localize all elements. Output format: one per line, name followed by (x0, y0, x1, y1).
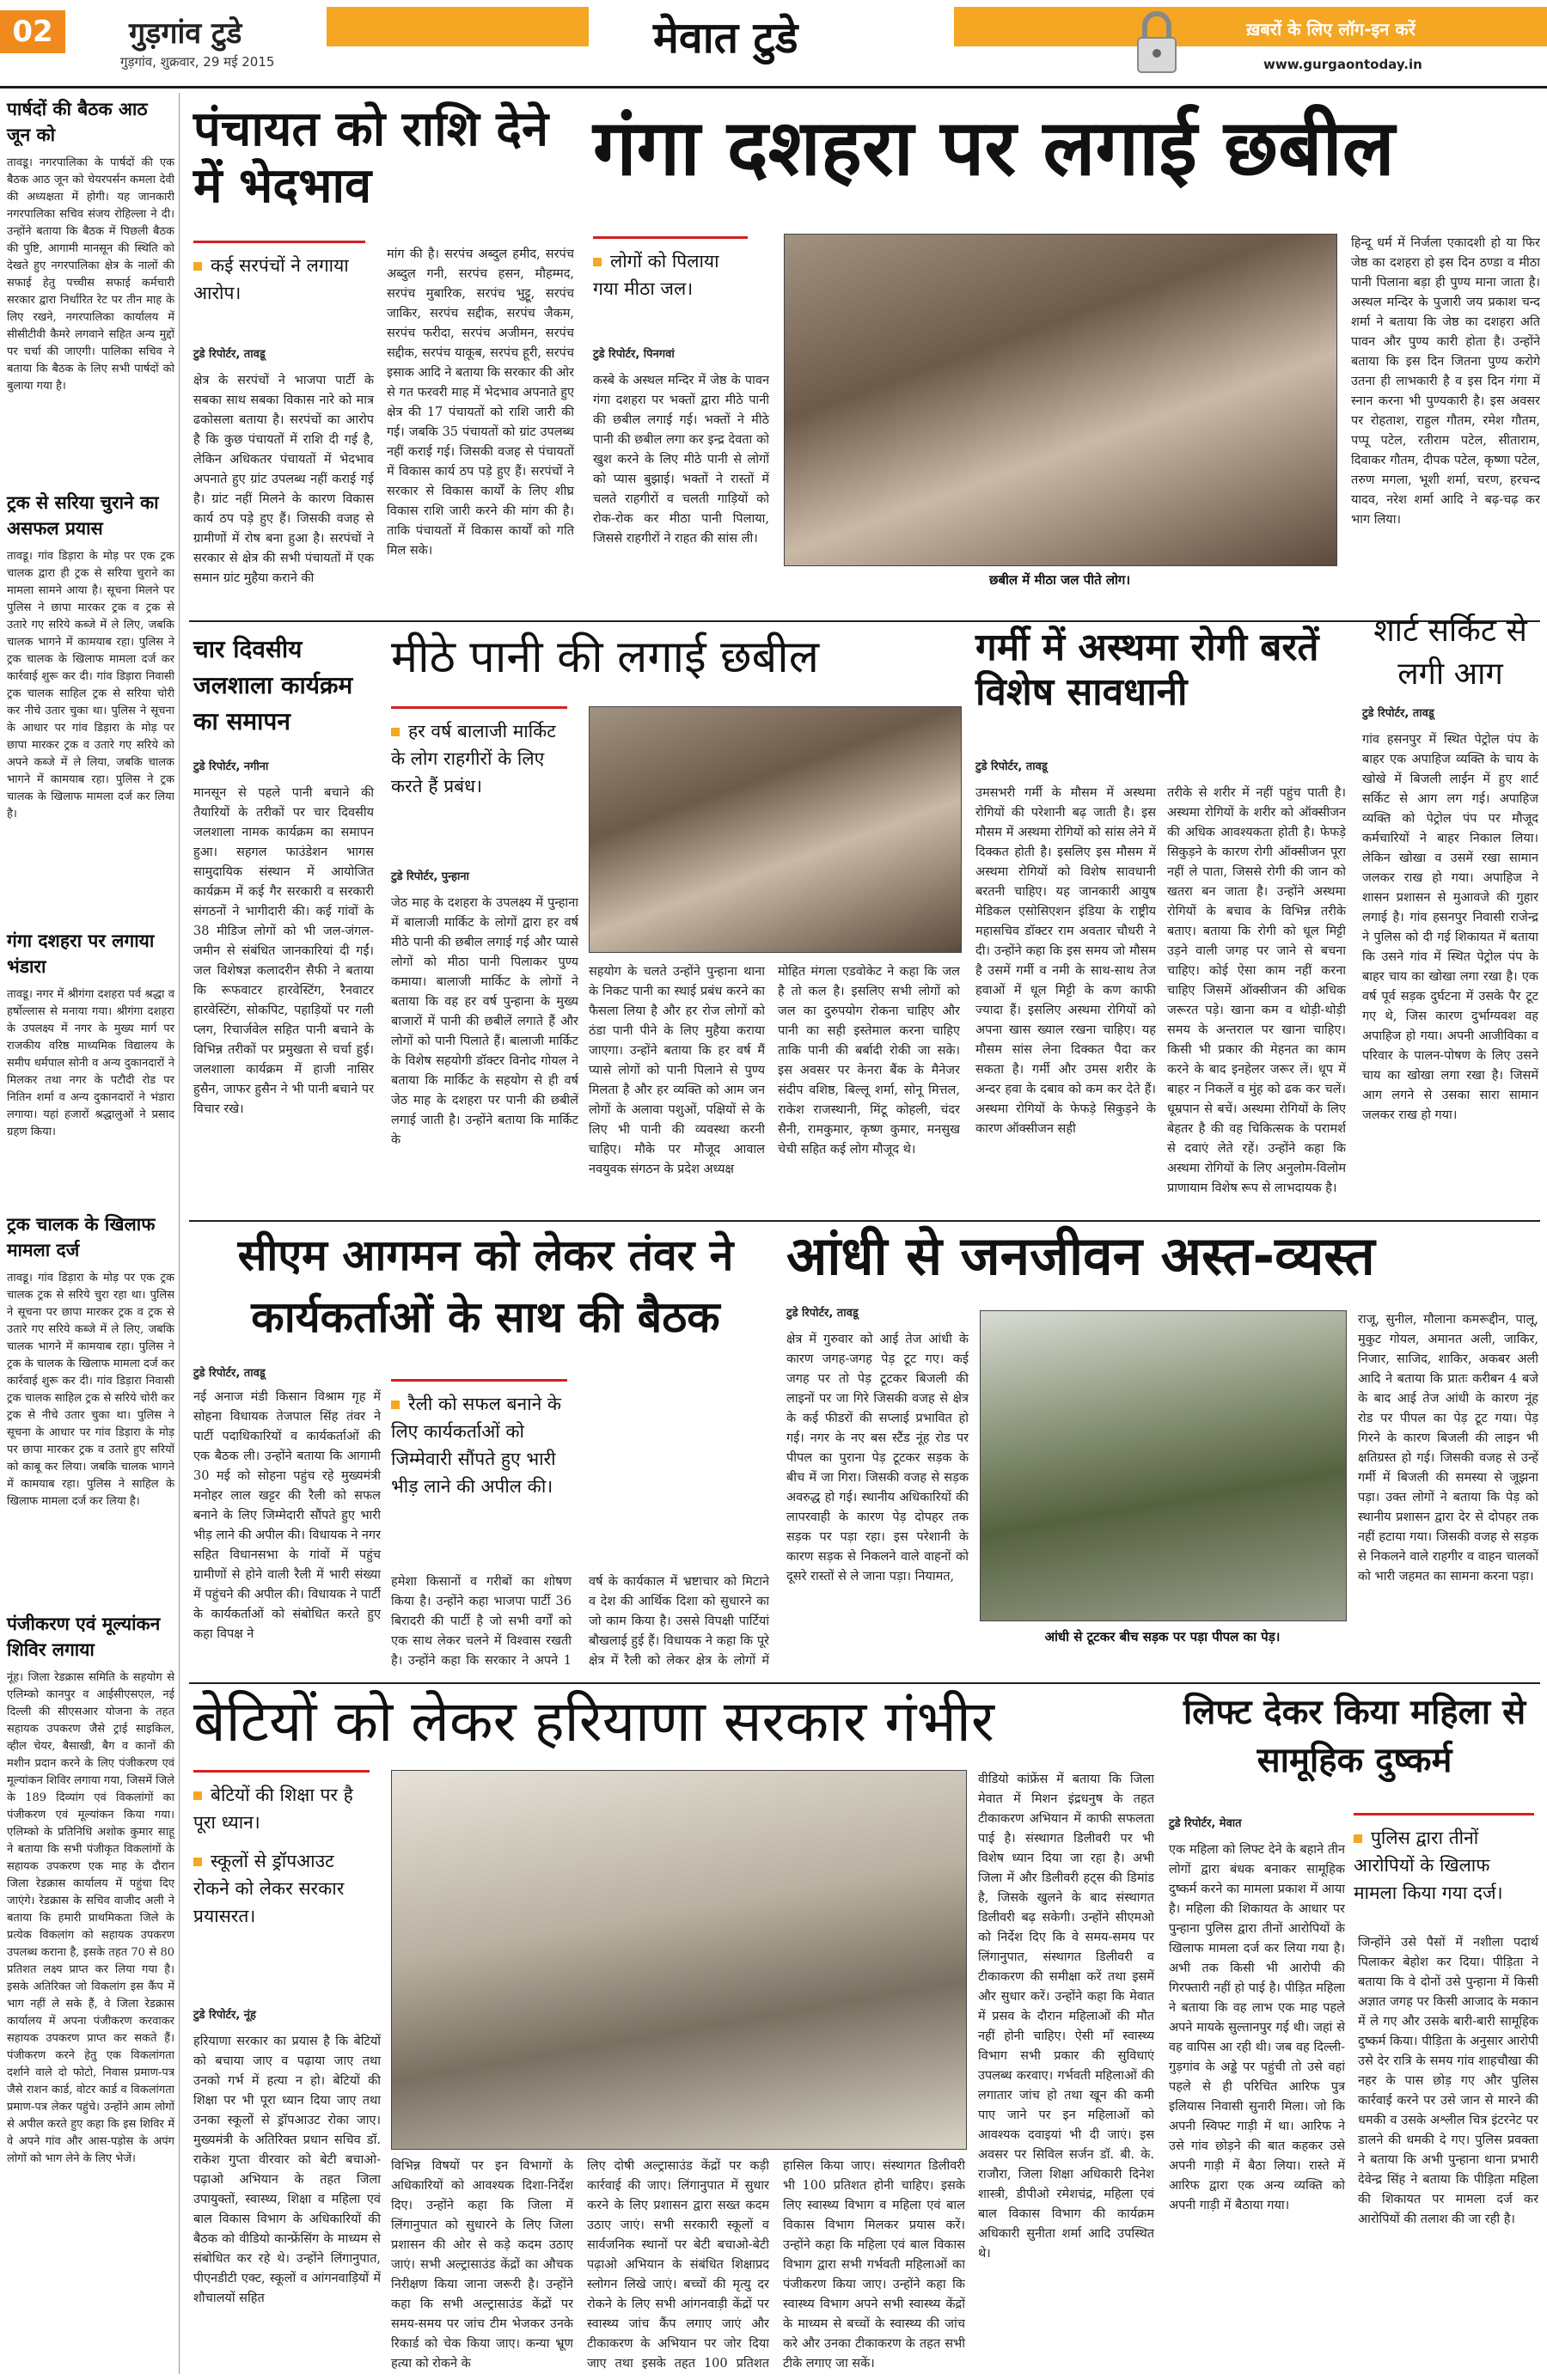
bullet-icon (391, 728, 400, 736)
pull-quote-panchayat: कई सरपंचों ने लगाया आरोप। (193, 241, 365, 307)
headline-jalsala: चार दिवसीय जलशाला कार्यक्रम का समापन (193, 635, 353, 735)
brief-text-sariya: तावडू। गांव डिड़ारा के मोड़ पर एक ट्रक चालक द्वारा ही ट्रक से सरिया चुराने का मामला सामने आया है। सूचना मिलने पर पुलिस ने छापा मारकर ट्रक व ट्रक से उतारे गए सरिये कब्जे में ले लिए, जबकि चालक भागने में कामयाब रहा। पुलिस ने ट्रक चालक के खिलाफ मामला दर्ज कर कार्रवाई शुरू कर दी। गांव डिड़ारा निवासी ट्रक चालक साहिल ट्रक से सरिया चोरी कर नीचे उतार चुका था। पुलिस ने सूचना के आधार पर गांव डिड़ारा के मोड़ पर छापा मारकर ट्रक व उतारे गए सरिये को अपने कब्जे में ले लिया, जबकि चालक भागने में कामयाब रहा। पुलिस ने ट्रक चालक के खिलाफ मामला दर्ज कर लिया है। (7, 550, 174, 821)
headline-aandhi: आंधी से जनजीवन अस्त-व्यस्त (786, 1224, 1375, 1287)
text-short-circuit: गांव हसनपुर में स्थित पेट्रोल पंप के बाहर एक अपाहिज व्यक्ति के चाय के खोखे में बिजली लाईन में हुए शार्ट सर्किट से आग लग गई। अपाहिज व्यक्ति को पेट्रोल पंप पर मौजूद कर्मचारियों ने बाहर निकाल लिया। लेकिन खोखा व उसमें रखा सामान जलकर राख हो गया। अपाहिज ने शासन प्रशासन से मुआवजे की गुहार लगाई है। गांव हसनपुर निवासी राजेन्द्र ने पुलिस को दी गई शिकायत में बताया कि उसने गांव में स्थित पेट्रोल पंप के बाहर चाय का खोखा लगा रखा है। एक वर्ष पूर्व सड़क दुर्घटना में उसके पैर टूट गए थे, जिस कारण दुर्भाग्यवश वह अपाहिज हो गया। अपनी आजीविका व परिवार के पालन-पोषण के लिए उसने चाय का खोखा लगा रखा है। जिसमें आग लगने से उसका सारा सामान जलकर राख हो गया। (1362, 733, 1538, 1122)
brief-title-bhandara: गंगा दशहरा पर लगाया भंडारा (7, 931, 155, 977)
text-ganga-2: हिन्दू धर्म में निर्जला एकादशी हो या फिर जेष्ठ का दशहरा हो इस दिन ठण्डा व मीठा पानी पिलाना बड़ा ही पुण्य माना जाता है। अस्थल मन्दिर के पुजारी जय प्रकाश चन्द शर्मा ने बताया कि जेष्ठ का दशहरा अति पावन और पुण्य कारी होता है। उन्होंने बताया कि इस दिन जितना पुण्य करोगे उतना ही लाभकारी है व इस दिन गंगा में स्नान करना भी पुण्यकारी है। इस अवसर पर रोहताश, राहुल गौतम, रमेश गौतम, पप्पू पटेल, रतीराम पटेल, सीताराम, दिवाकर गौतम, दीपक पटेल, कृष्णा पटेल, तरुण मगला, भूशी शर्मा, चरण, हरचन्द यादव, नरेश शर्मा आदि ने बढ़-चढ़ कर भाग लिया। (1351, 236, 1540, 527)
text-betiyan-3: लिए दोषी अल्ट्रासाउंड केंद्रों पर कड़ी कार्रवाई की जाए। लिंगानुपात में सुधार करने के लिए प्रशासन द्वारा सख्त कदम उठाए जाएं। सभी सरकारी स्कूलों व सार्वजनिक स्थानों पर बेटी बचाओ-बेटी पढ़ाओ अभियान के संबंधित शिक्षाप्रद स्लोगन लिखे जाएं। बच्चों की मृत्यु दर रोकने के लिए सभी आंगनवाड़ी केंद्रों पर स्वास्थ्य जांच कैंप लगाए जाएं और टीकाकरण के अभियान पर जोर दिया जाए तथा इसके तहत 100 प्रतिशत (587, 2159, 769, 2371)
padlock-icon (1134, 9, 1179, 76)
text-asthma-2: तरीके से शरीर में नहीं पहुंच पाती है। अस्थमा रोगियों के शरीर को ऑक्सीजन की अधिक आवश्यकता होती है। फेफड़े सिकुड़ने के कारण रोगी ऑक्सीजन पूरा नहीं ले पाता, जिससे रोगी की जान को खतरा बन जाता है। उन्होंने अस्थमा रोगियों के बचाव के विभिन्न तरीके बताए। बताया कि रोगी को धूल मिट्टी उड़ने वाली जगह पर जाने से बचना चाहिए। कोई ऐसा काम नहीं करना चाहिए जिसमें ऑक्सीजन की अधिक जरूरत पड़े। खाना कम व थोड़ी-थोड़ी समय के अन्तराल पर खाना चाहिए। किसी भी प्रकार की मेहनत का काम करने के बाद इनहेलर जरूर लें। धूप में बाहर न निकलें व मुंह को ढक कर चलें। धूम्रपान से बचें। अस्थमा रोगियों के लिए बेहतर है की वह चिकित्सक के परामर्श से दवाएं लेते रहें। उन्होंने कहा कि अस्थमा रोगियों के लिए अनुलोम-विलोम प्राणायाम विशेष रूप से लाभदायक है। (1167, 786, 1346, 1195)
pull-quote-ganga: लोगों को पिलाया गया मीठा जल। (593, 236, 748, 302)
bullet-icon (193, 262, 202, 271)
bullet-icon (593, 258, 602, 266)
text-panchayat-1: क्षेत्र के सरपंचों ने भाजपा पार्टी के सबका साथ सबका विकास नारे को मात्र ढकोसला बताया है। सरपंचों का आरोप है कि कुछ पंचायतों में राशि दी गई है, लेकिन अधिकतर पंचायतों में भेदभाव अपनाते हुए ग्रांट उपलब्ध नहीं कराई गई है। ग्रांट नहीं मिलने के कारण विकास कार्य ठप पड़े हुए हैं। जिसकी वजह से ग्रामीणों में रोष बना हुआ है। सरपंचों ने सरकार से क्षेत्र की सभी पंचायतों में एक समान ग्रांट मुहैया कराने की (193, 374, 374, 585)
byline-cm: टुडे रिपोर्टर, तावडू (193, 1367, 266, 1380)
section-rule (189, 620, 1540, 622)
text-asthma-1: उमसभरी गर्मी के मौसम में अस्थमा रोगियों की परेशानी बढ़ जाती है। इस मौसम में अस्थमा रोगियों को सांस लेने में दिक्कत होती है। इसलिए इस मौसम में अस्थमा रोगियों को विशेष सावधानी बरतनी चाहिए। यह जानकारी आयुष मेडिकल एसोसिएशन इंडिया के राष्ट्रीय महासचिव डॉक्टर राम अवतार चौधरी ने दी। उन्होंने कहा कि इस समय जो मौसम है उसमें गर्मी व नमी के साथ-साथ तेज हवाओं में धूल मिट्टी के कण काफी ज्यादा हैं। इसलिए अस्थमा रोगियों को अपना खास ख्याल रखना चाहिए। यह मौसम सांस लेना दिक्कत पैदा कर सकता है। गर्मी और उमस शरीर के अन्दर हवा के दबाव को कम कर देते हैं। अस्थमा रोगियों के फेफड़े सिकुड़ने के कारण ऑक्सीजन सही (975, 786, 1156, 1136)
text-betiyan-4: हासिल किया जाए। संस्थागत डिलीवरी भी 100 प्रतिशत होनी चाहिए। इसके लिए स्वास्थ्य विभाग व महिला एवं बाल विकास विभाग मिलकर प्रयास करें। उन्होंने कहा कि महिला एवं बाल विकास विभाग द्वारा सभी गर्भवती महिलाओं का पंजीकरण किया जाए। उन्होंने कहा कि स्वास्थ्य विभाग अपने सभी स्वास्थ्य केंद्रों के माध्यम से बच्चों के स्वास्थ्य की जांच करे और उनका टीकाकरण के तहत सभी टीके लगाए जा सकें। (783, 2159, 965, 2371)
byline-panchayat: टुडे रिपोर्टर, तावडू (193, 348, 266, 361)
headline-betiyan: बेटियों को लेकर हरियाणा सरकार गंभीर (193, 1688, 994, 1754)
page-header (0, 0, 1547, 88)
text-lift-1: एक महिला को लिफ्ट देने के बहाने तीन लोगों द्वारा बंधक बनाकर सामूहिक दुष्कर्म करने का मामला प्रकाश में आया है। महिला की शिकायत के आधार पर पुन्हाना पुलिस द्वारा तीनों आरोपियों के खिलाफ मामला दर्ज कर लिया गया है। अभी तक किसी भी आरोपी की गिरफ्तारी नहीं हो पाई है। पीड़ित महिला ने बताया कि वह लाभ एक माह पहले अपने मायके सुल्तानपुर गई थी। जहां से वह वापिस आ रही थी। जब वह दिल्ली-गुड़गांव के अड्डे पर पहुंची तो उसे वहां पहले से ही परिचित आरिफ पुत्र इलियास निवासी सुनारी मिला। जो कि अपनी स्विफ्ट गाड़ी में था। आरिफ ने उसे गांव छोड़ने की बात कहकर उसे अपनी गाड़ी में बैठा लिया। रास्ते में आरिफ द्वारा एक अन्य व्यक्ति को अपनी गाड़ी में बैठाया गया। (1169, 1843, 1345, 2212)
text-aandhi-1: क्षेत्र में गुरुवार को आई तेज आंधी के कारण जगह-जगह पेड़ टूट गए। कई जगह पर तो पेड़ टूटकर बिजली की लाइनों पर जा गिरे जिसकी वजह से क्षेत्र के कई फीडरों की सप्लाई प्रभावित हो गई। नगर के नए बस स्टैंड नूंह रोड पर पीपल का पुराना पेड़ टूटकर सड़क के बीच में जा गिरा। जिसकी वजह से सड़क अवरुद्ध हो गई। स्थानीय अधिकारियों की लापरवाही के कारण पेड़ दोपहर तक सड़क पर पड़ा रहा। इस परेशानी के कारण सड़क से निकलने वाले वाहनों को दूसरे रास्तों से ले जाना पड़ा। नियामत, (786, 1333, 969, 1584)
pull-quote-betiyan-2: स्कूलों से ड्रॉपआउट रोकने को लेकर सरकार प्रयासरत। (193, 1851, 345, 1926)
caption-aandhi: आंधी से टूटकर बीच सड़क पर पड़ा पीपल का पेड़। (1044, 1629, 1281, 1645)
headline-mithe-pani: मीठे पानी की लगाई छबील (391, 632, 820, 683)
text-mithe-pani-3: मोहित मंगला एडवोकेट ने कहा कि जल है तो कल है। इसलिए सभी लोगों को जल का दुरुपयोग रोकना चाहिए और पानी का सही इस्तेमाल करना चाहिए ताकि पानी की बर्बादी रोकी जा सके। इस अवसर पर केनरा बैंक के मैनेजर संदीप वशिष्ठ, बिल्लू शर्मा, सोनू मित्तल, राकेश राजस्थानी, मिंटू कोहली, चंदर सैनी, रामकुमार, कृष्ण कुमार, मनसुख चेची सहित कई लोग मौजूद थे। (778, 965, 960, 1156)
text-cm-1: नई अनाज मंडी किसान विश्राम गृह में सोहना विधायक तेजपाल सिंह तंवर ने पार्टी पदाधिकारियों व कार्यकर्ताओं की एक बैठक ली। उन्होंने बताया कि आगामी 30 मई को सोहना पहुंच रहे मुख्यमंत्री मनोहर लाल खट्टर की रैली को सफल बनाने के लिए जिम्मेदारी सौंपते हुए भारी भीड़ लाने की अपील की। विधायक ने नगर सहित विधानसभा के गांवों में पहुंच ग्रामीणों से होने वाली रैली में भारी संख्या में पहुंचने की अपील की। विधायक ने पार्टी के कार्यकर्ताओं को संबोधित करते हुए कहा विपक्ष ने (193, 1390, 381, 1641)
text-aandhi-2: राजू, सुनील, मौलाना कमरूद्दीन, पालू, मुकुट गोयल, अमानत अली, जाकिर, निजार, साजिद, शाकिर, अकबर अली आदि ने बताया कि प्रातः करीबन 4 बजे के बाद आई तेज आंधी के कारण नूंह रोड पर पीपल का पेड़ टूट गया। पेड़ गिरने के कारण बिजली की लाइन भी क्षतिग्रस्त हो गई। जिसकी वजह से उन्हें गर्मी में बिजली की समस्या से जूझना पड़ा। उक्त लोगों ने बताया कि पेड़ को स्थानीय प्रशासन द्वारा देर से दोपहर तक नहीं हटाया गया। जिसकी वजह से सड़क से निकलने वाले राहगीर व वाहन चालकों को भारी जहमत का सामना करना पड़ा। (1358, 1313, 1538, 1584)
pull-quote-betiyan-1: बेटियों की शिक्षा पर है पूरा ध्यान। (193, 1770, 370, 1836)
headline-lift: लिफ्ट देकर किया महिला से सामूहिक दुष्कर्म (1183, 1693, 1526, 1780)
column-divider (179, 93, 180, 2374)
brief-title-truck-case: ट्रक चालक के खिलाफ मामला दर्ज (7, 1214, 156, 1260)
text-jalsala: मानसून से पहले पानी बचाने की तैयारियों के तरीकों पर चार दिवसीय जलशाला नामक कार्यक्रम का समापन हुआ। सहगल फाउंडेशन भागस सामुदायिक संस्थान में आयोजित कार्यक्रम में कई गैर सरकारी व सरकारी संगठनों ने भागीदारी की। कई गांवों के 38 मीडिज लोगों को भी जल-जंगल-जमीन से संबंधित जानकारियां दी गईं। जल विशेषज्ञ कलादरीन सैफी ने बताया कि रूफवाटर हारवेस्टिंग, रैनवाटर हारवेस्टिंग, सोकपिट, पहाड़ियों पर गली प्लग, रिचार्जवेल सहित पानी बचाने के विभिन्न तरीकों पर प्रमुखता से चर्चा हुई। जलशाला कार्यक्रम में हाजी नासिर हुसैन, जाफर हुसैन ने भी पानी बचाने पर विचार रखे। (193, 786, 374, 1116)
photo-fallen-peepal-tree (980, 1310, 1347, 1621)
text-cm-2: हमेशा किसानों व गरीबों का शोषण किया है। उन्होंने कहा भाजपा पार्टी 36 बिरादरी की पार्टी है जो सभी वर्गों को एक साथ लेकर चलने में विश्वास रखती है। उन्होंने कहा कि सरकार ने अपने 1 वर्ष के कार्यकाल में भ्रष्टाचार को मिटाने व देश की आर्थिक दिशा को सुधारने का जो काम किया है। उससे विपक्षी पार्टियां बौखलाई हुई हैं। विधायक ने कहा कि पूरे क्षेत्र में रैली को लेकर क्षेत्र के लोगों में (391, 1575, 769, 1668)
text-betiyan-5: वीडियो कांफ्रेंस में बताया कि जिला मेवात में मिशन इंद्रधनुष के तहत टीकाकरण अभियान में काफी सफलता पाई है। संस्थागत डिलीवरी पर भी विशेष ध्यान दिया जा रहा है। अभी जिला में और डिलीवरी हट्स की डिमांड है, जिसके खुलने के बाद संस्थागत डिलीवरी बढ़ सकेगी। उन्होंने सीएमओ को निर्देश दिए कि वे समय-समय पर लिंगानुपात, संस्थागत डिलीवरी व टीकाकरण की समीक्षा करें तथा इसमें और सुधार करें। उन्होंने कहा कि मेवात में प्रसव के दौरान महिलाओं की मौत नहीं होनी चाहिए। ऐसी माँ स्वास्थ्य विभाग सभी प्रकार की सुविधाएं उपलब्ध करवाए। गर्भवती महिलाओं की लगातार जांच हो तथा खून की कमी पाए जाने पर इन महिलाओं को आवश्यक दवाइयां भी दी जाएं। इस अवसर पर सिविल सर्जन डॉ. बी. के. राजौरा, जिला शिक्षा अधिकारी दिनेश शास्त्री, डीपीओ रमेशचंद्र, महिला एवं बाल विकास विभाग की कार्यक्रम अधिकारी सुनीता शर्मा आदि उपस्थित थे। (978, 1773, 1154, 2261)
section-title: मेवात टुडे (653, 13, 798, 63)
byline-ganga: टुडे रिपोर्टर, पिनगवां (593, 348, 675, 361)
headline-asthma: गर्मी में अस्थमा रोगी बरतें विशेष सावधानी (975, 626, 1319, 714)
byline-lift: टुडे रिपोर्टर, मेवात (1169, 1817, 1242, 1830)
byline-jalsala: टुडे रिपोर्टर, नगीना (193, 760, 269, 773)
brief-text-bhandara: तावडू। नगर में श्रीगंगा दशहरा पर्व श्रद्धा व हर्षोल्लास से मनाया गया। श्रीगंगा दशहरा के उपलक्ष्य में नगर के मुख्य मार्ग पर राजकीय वरिष्ठ माध्यमिक विद्यालय के समीप धर्मपाल सोनी व अन्य दुकानदारों ने मिलकर तथा नगर के पटौदी रोड पर नितिन शर्मा व अन्य दुकानदारों ने भंडारा लगाया। यहां हजारों श्रद्धालुओं ने प्रसाद ग्रहण किया। (7, 988, 174, 1138)
section-rule (189, 1220, 1540, 1222)
bullet-icon (391, 1401, 400, 1409)
brief-title-parshad: पार्षदों की बैठक आठ जून को (7, 99, 148, 145)
pull-quote-cm: रैली को सफल बनाने के लिए कार्यकर्ताओं को जिम्मेवारी सौंपते हुए भारी भीड़ लाने की अपील की। (391, 1379, 567, 1500)
brief-title-shivir: पंजीकरण एवं मूल्यांकन शिविर लगाया (7, 1614, 161, 1660)
login-tagline: ख़बरों के लिए लॉग-इन करें (1246, 19, 1416, 40)
headline-ganga-dashahra: गंगा दशहरा पर लगाई छबील (593, 103, 1395, 193)
headline-short-circuit: शार्ट सर्किट से लगी आग (1373, 613, 1527, 692)
byline-aandhi: टुडे रिपोर्टर, तावडू (786, 1307, 859, 1320)
paper-masthead: गुड़गांव टुडे (129, 16, 242, 51)
date-line: गुड़गांव, शुक्रवार, 29 मई 2015 (120, 54, 275, 70)
brief-text-shivir: नूंह। जिला रेडक्रास समिति के सहयोग से एलिम्को कानपुर व आईसीएसएल, नई दिल्ली की सीएसआर योजना के तहत सहायक उपकरण जैसे ट्राई साइकिल, व्हील चेयर, बैसाखी, बैग व कानों की मशीन प्रदान करने के लिए पंजीकरण एवं मूल्यांकन शिविर लगाया गया, जिसमें जिले के 189 दिव्यांग एवं विकलांगों का पंजीकरण एवं मूल्यांकन किया गया। एलिम्को के प्रतिनिधि अशोक कुमार साहू ने बताया कि सभी पंजीकृत विकलांगों के सहायक उपकरण एक माह के दौरान जिला रेडक्रास कार्यालय में पहुंचा दिए जाएंगे। रेडक्रास के सचिव वाजीद अली ने बताया कि हमारी प्राथमिकता जिले के प्रत्येक विकलांग को सहायक उपकरण उपलब्ध कराना है, इसके तहत 70 से 80 प्रतिशत लक्ष्य प्राप्त कर लिया गया है। इसके अतिरिक्त जो विकलांग इस कैंप में भाग नहीं ले सके हैं, वे जिला रेडक्रास कार्यालय में अपना पंजीकरण करवाकर सहायक उपकरण प्राप्त कर सकते हैं। पंजीकरण करने हेतु एक विकलांगता दर्शाने वाले दो फोटो, निवास प्रमाण-पत्र जैसे राशन कार्ड, वोटर कार्ड व विकलांगता प्रमाण-पत्र लेकर पहुंचे। उन्होंने आम लोगों से अपील करते हुए कहा कि इस शिविर में वे अपने गांव और आस-पड़ोस के अपंग लोगों को भाग लेने के लिए भेजें। (7, 1671, 174, 2165)
pull-quote-mithe-pani: हर वर्ष बालाजी मार्किट के लोग राहगीरों के लिए करते हैं प्रबंध। (391, 706, 567, 800)
brief-text-truck-case: तावडू। गांव डिड़ारा के मोड़ पर एक ट्रक चालक ट्रक से सरिये चुरा रहा था। पुलिस ने सूचना पर छापा मारकर ट्रक व ट्रक से उतारे गए सरिये कब्जे में ले लिए, जबकि चालक भागने में कामयाब रहा। पुलिस ने ट्रक के चालक के खिलाफ मामला दर्ज कर कार्रवाई शुरू कर दी। गांव डिड़ारा निवासी ट्रक चालक साहिल ट्रक से सरिये चोरी कर ट्रक से नीचे उतार चुका था। पुलिस ने सूचना के आधार पर गांव डिड़ारा के मोड़ पर छापा मारकर ट्रक व उतारे हुए सरियों को काबू कर लिया। जबकि चालक भागने में कामयाब रहा। पुलिस ने साहिल के खिलाफ मामला दर्ज कर लिया है। (7, 1272, 174, 1508)
bullet-icon (193, 1858, 202, 1866)
photo-mithe-pani-chhabil (589, 706, 962, 953)
headline-cm-aagman: सीएम आगमन को लेकर तंवर ने कार्यकर्ताओं के साथ की बैठक (237, 1230, 734, 1342)
photo-video-conference-meeting (391, 1770, 967, 2150)
brief-title-sariya: ट्रक से सरिया चुराने का असफल प्रयास (7, 492, 159, 539)
byline-short-circuit: टुडे रिपोर्टर, तावडू (1362, 707, 1434, 720)
text-mithe-pani-2: सहयोग के चलते उन्होंने पुन्हाना थाना के निकट पानी का स्थाई प्रबंध करने का फैसला लिया है और हर रोज लोगों को ठंडा पानी पीने के लिए मुहैया कराया जाएगा। उन्होंने बताया कि हर वर्ष मैं प्यासे लोगों को पानी पिलाने से पुण्य मिलता है और हर व्यक्ति को आम जन लोगों के अलावा पशुओं, पक्षियों से के लिए भी पानी की व्यवस्था करनी चाहिए। मौके पर मौजूद आवाल नवयुवक संगठन के प्रदेश अध्यक्ष (589, 965, 765, 1176)
website-url[interactable]: www.gurgaontoday.in (1263, 57, 1422, 72)
pull-quote-lift: पुलिस द्वारा तीनों आरोपियों के खिलाफ मामला किया गया दर्ज। (1354, 1813, 1534, 1907)
page-number: 02 (0, 10, 65, 53)
text-mithe-pani-1: जेठ माह के दशहरा के उपलक्ष्य में पुन्हाना में बालाजी मार्किट के लोगों द्वारा हर वर्ष मीठे पानी की छबील लगाई गई और प्यासे लोगों को मीठा पानी पिलाकर पुण्य कमाया। बालाजी मार्किट के लोगों ने बताया कि वह हर वर्ष पुन्हाना के मुख्य बाजारों में पानी की छबीलें लगाते हैं और लोगों को पानी पिलाते हैं। बालाजी मार्किट के विशेष सहयोगी डॉक्टर विनोद गोयल ने बताया कि मार्किट के सहयोग से ही वर्ष जेठ माह के दशहरा पर पानी की छबीलें लगाई जाती है। उन्होंने बताया कि मार्किट के (391, 896, 578, 1147)
headline-panchayat: पंचायत को राशि देने में भेदभाव (193, 101, 549, 215)
brief-text-parshad: तावडू। नगरपालिका के पार्षदों की एक बैठक आठ जून को चेयरपर्सन कमला देवी की अध्यक्षता में होगी। यह जानकारी नगरपालिका सचिव संजय रोहिल्ला ने दी। उन्होंने बताया कि बैठक में पिछली बैठक की पुष्टि, आगामी मानसून की स्थिति को देखते हुए नगरपालिका क्षेत्र के नालों की सफाई हेतु पच्चीस सफाई कर्मचारी सरकार द्वारा निर्धारित रेट पर तीन माह के लिए रखने, नगरपालिका कार्यालय में सीसीटीवी कैमरे लगवाने सहित अन्य मुद्दों पर चर्चा की जाएगी। पालिका सचिव ने बताया कि बैठक के लिए सभी पार्षदों को बुलाया गया है। (7, 156, 174, 393)
text-lift-2: जिन्होंने उसे पैसों में नशीला पदार्थ पिलाकर बेहोश कर दिया। पीड़िता ने बताया कि वे दोनों उसे पुन्हाना में किसी अज्ञात जगह पर किसी आजाद के मकान में ले गए और उसके बारी-बारी सामूहिक दुष्कर्म किया। पीड़िता के अनुसार आरोपी उसे देर रात्रि के समय गांव शाहचौखा की नहर के पास छोड़ गए और पुलिस कार्रवाई करने पर उसे जान से मारने की धमकी व उसके अश्लील चित्र इंटरनेट पर डालने की धमकी दे गए। पुलिस प्रवक्ता ने बताया कि अभी पुन्हाना थाना प्रभारी देवेन्द्र सिंह ने बताया कि पीड़िता महिला की शिकायत पर मामला दर्ज कर आरोपियों की तलाश की जा रही है। (1358, 1936, 1538, 2226)
section-rule (189, 1682, 1540, 1684)
header-orange-bar-left (327, 7, 589, 46)
text-betiyan-1: हरियाणा सरकार का प्रयास है कि बेटियों को बचाया जाए व पढ़ाया जाए तथा उनको गर्भ में हत्या न हो। बेटियों की शिक्षा पर भी पूरा ध्यान दिया जाए तथा उनका स्कूलों से ड्रॉपआउट रोका जाए। मुख्यमंत्री के अतिरिक्त प्रधान सचिव डॉ. राकेश गुप्ता वीरवार को बेटी बचाओ-पढ़ाओ अभियान के तहत जिला उपायुक्तों, स्वास्थ्य, शिक्षा व महिला एवं बाल विकास विभाग के अधिकारियों की बैठक को वीडियो कान्फ्रेंसिंग के माध्यम से संबोधित कर रहे थे। उन्होंने लिंगानुपात, पीएनडीटी एक्ट, स्कूलों व आंगनवाड़ियों में शौचालयों सहित (193, 2035, 381, 2305)
bullet-icon (1354, 1834, 1362, 1843)
byline-asthma: टुडे रिपोर्टर, तावडू (975, 760, 1048, 773)
bullet-icon (193, 1791, 202, 1800)
photo-chhabil-crowd (784, 234, 1337, 566)
byline-betiyan: टुडे रिपोर्टर, नूंह (193, 2009, 256, 2022)
text-panchayat-2: मांग की है। सरपंच अब्दुल हमीद, सरपंच अब्दुल गनी, सरपंच हसन, मौहम्मद, सरपंच मुबारिक, सरपंच भुट्टू, सरपंच जाकिर, सरपंच सद्दीक, सरपंच जैकम, सरपंच फरीदा, सरपंच अजीमन, सरपंच सद्दीक, सरपंच याकूब, सरपंच हूरी, सरपंच इसाक आदि ने बताया कि सरकार की ओर से गत फरवरी माह में भेदभाव अपनाते हुए क्षेत्र की 17 पंचायतों को राशि जारी की गई। जबकि 35 पंचायतों को ग्रांट उपलब्ध नहीं कराई गई। जिसकी वजह से पंचायतों में विकास कार्य ठप पड़े हुए हैं। सरपंचों ने सरकार से विकास कार्यों के लिए शीघ्र विकास राशि जारी करने की मांग की है। ताकि पंचायतों में विकास कार्यों को गति मिल सके। (387, 247, 574, 558)
caption-chhabil: छबील में मीठा जल पीते लोग। (988, 572, 1131, 588)
byline-mithe-pani: टुडे रिपोर्टर, पुन्हाना (391, 870, 469, 883)
text-ganga-1: कस्बे के अस्थल मन्दिर में जेष्ठ के पावन गंगा दशहरा पर भक्तों द्वारा मीठे पानी की छबील लगाई गई। भक्तों ने मीठे पानी की छबील लगा कर इन्द्र देवता को खुश करने के लिए मीठे पानी से लोगों को प्यास बुझाई। भक्तों ने रास्तों में चलते राहगीरों व चलती गाड़ियों को रोक-रोक कर मीठा पानी पिलाया, जिससे राहगीरों ने राहत की सांस ली। (593, 374, 769, 546)
text-betiyan-2: विभिन्न विषयों पर इन विभागों के अधिकारियों को आवश्यक दिशा-निर्देश दिए। उन्होंने कहा कि जिला में लिंगानुपात को सुधारने के लिए जिला प्रशासन की ओर से कड़े कदम उठाए जाएं। सभी अल्ट्रासाउंड केंद्रों का औचक निरीक्षण किया जाना जरूरी है। उन्होंने कहा कि सभी अल्ट्रासाउंड केंद्रों पर समय-समय पर जांच टीम भेजकर उनके रिकार्ड को चेक किया जाए। कन्या भ्रूण हत्या को रोकने के (391, 2159, 573, 2371)
